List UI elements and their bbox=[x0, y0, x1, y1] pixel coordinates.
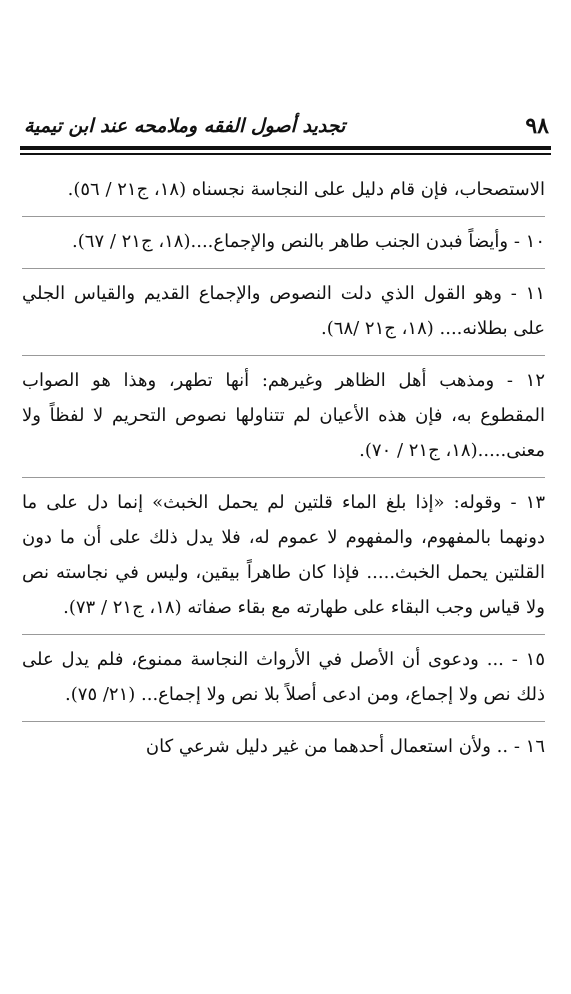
paragraph-12: ١٢ - ومذهب أهل الظاهر وغيرهم: أنها تطهر، وهذا هو الصواب المقطوع به، فإن هذه الأعيان لم تتناولها نصوص التحريم لا لفظاً ولا معنى.....(١٨، ج٢١ / ٧٠). bbox=[22, 370, 545, 461]
paragraph-15: ١٥ - ... ودعوى أن الأصل في الأرواث النجاسة ممنوع، فلم يدل على ذلك نص ولا إجماع، ومن ادعى أصلاً بلا نص ولا إجماع... (٢١/ ٧٥). bbox=[22, 649, 545, 705]
paragraph-16: ١٦ - .. ولأن استعمال أحدهما من غير دليل شرعي كان bbox=[145, 736, 545, 757]
page-header bbox=[24, 110, 549, 142]
paragraph-separator bbox=[22, 477, 545, 478]
paragraph-separator bbox=[22, 355, 545, 356]
running-title: تجديد أصول الفقه وملامحه عند ابن تيمية bbox=[24, 115, 346, 137]
paragraph-continuation: الاستصحاب، فإن قام دليل على النجاسة نجسناه (١٨، ج٢١ / ٥٦). bbox=[67, 179, 545, 200]
body-text bbox=[22, 168, 545, 771]
header-rule-thick bbox=[20, 146, 551, 150]
page-number: ٩٨ bbox=[525, 113, 549, 139]
paragraph-separator bbox=[22, 721, 545, 722]
paragraph-separator bbox=[22, 268, 545, 269]
header-rule-thin bbox=[20, 153, 551, 155]
paragraph-separator bbox=[22, 634, 545, 635]
paragraph-11: ١١ - وهو القول الذي دلت النصوص والإجماع القديم والقياس الجلي على بطلانه.... (١٨، ج٢١ /٦٨). bbox=[22, 283, 545, 339]
paragraph-10: ١٠ - وأيضاً فبدن الجنب طاهر بالنص والإجماع....(١٨، ج٢١ / ٦٧). bbox=[72, 231, 545, 252]
paragraph-separator bbox=[22, 216, 545, 217]
paragraph-13: ١٣ - وقوله: «إذا بلغ الماء قلتين لم يحمل الخبث» إنما دل على ما دونهما بالمفهوم، والمفهوم لا عموم له، فلا يدل ذلك على أن ما دون القلتين يحمل الخبث..... فإذا كان طاهراً بيقين، وليس في نجاسته نص ولا قياس وجب البقاء على طهارته مع بقاء صفاته (١٨، ج٢١ / ٧٣). bbox=[22, 492, 545, 618]
